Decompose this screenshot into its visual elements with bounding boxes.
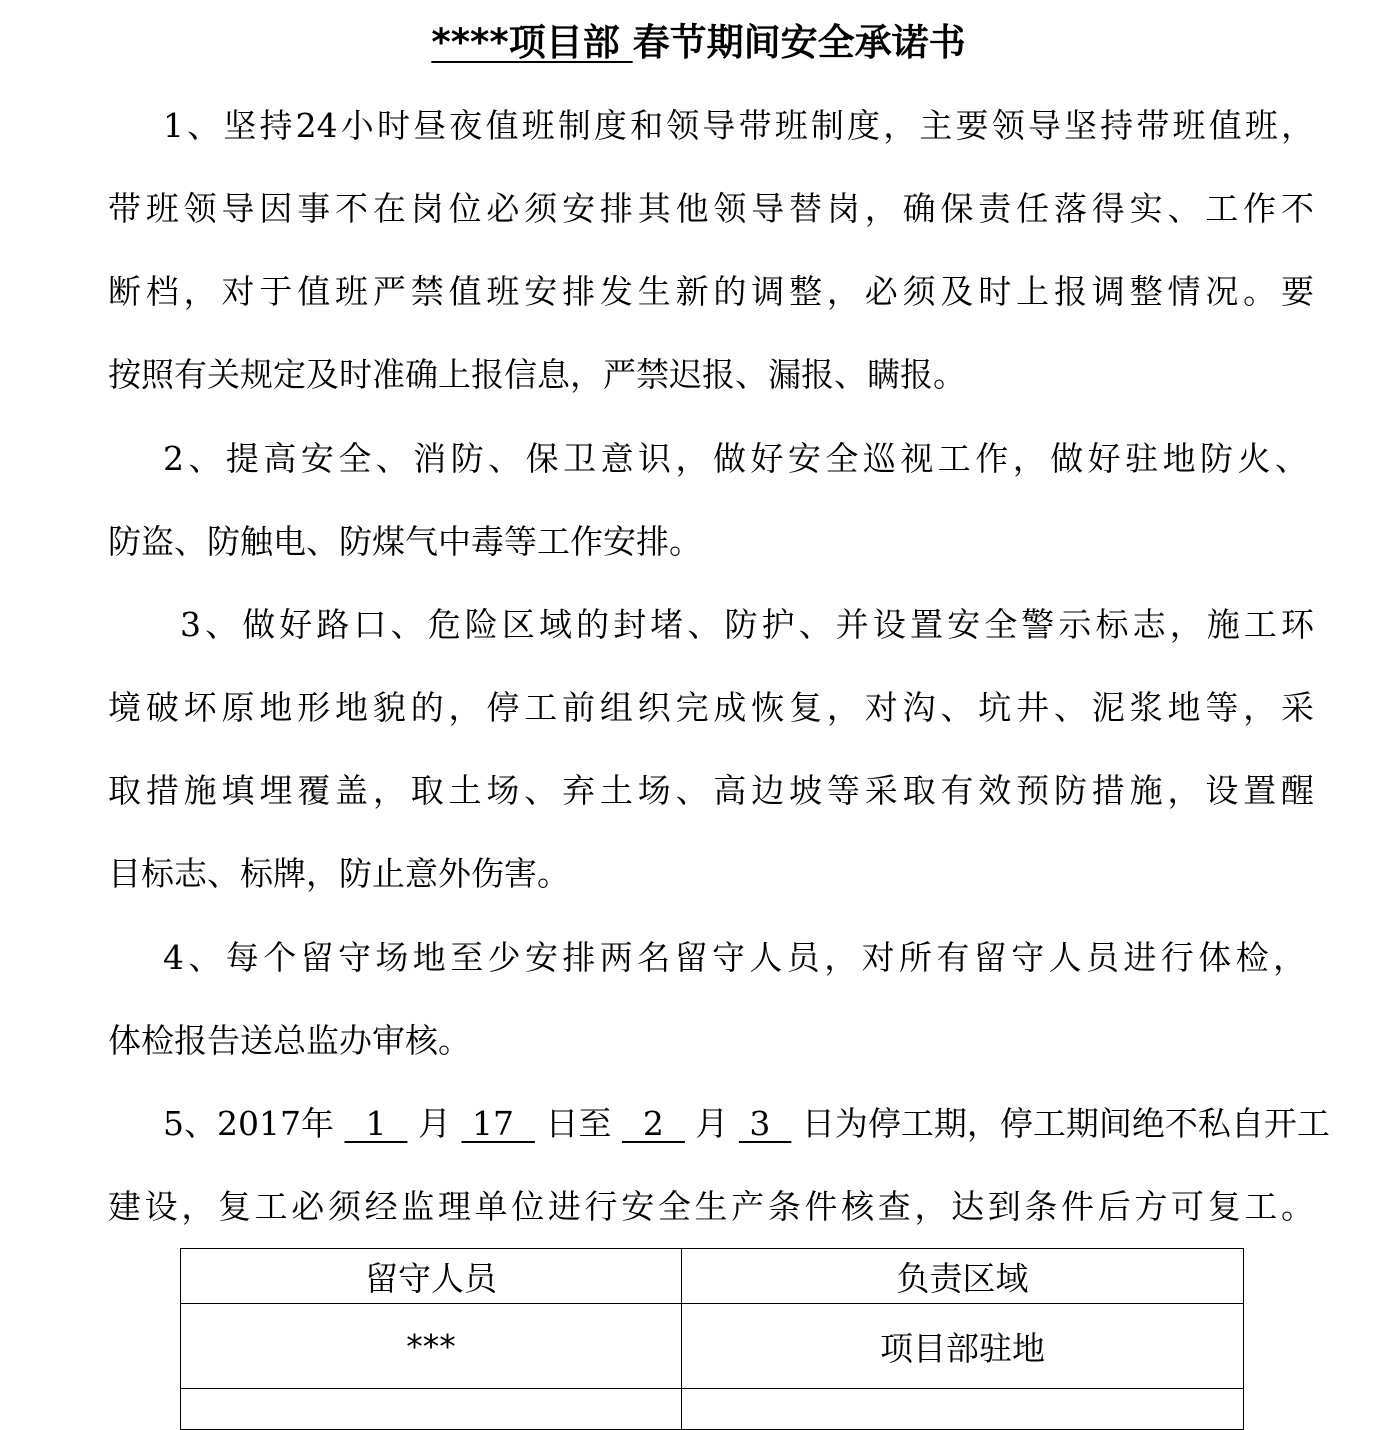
item5-line-2: 建设，复工必须经监理单位进行安全生产条件核查，达到条件后方可复工。	[108, 1187, 1314, 1226]
cell-empty	[682, 1389, 1244, 1430]
item3-line-2: 境破坏原地形地貌的，停工前组织完成恢复，对沟、坑井、泥浆地等，采	[108, 688, 1314, 727]
cell-staff: ***	[181, 1304, 682, 1389]
item5-end-month: 2	[642, 1104, 664, 1143]
item3-line-4: 目标志、标牌，防止意外伤害。	[108, 854, 570, 893]
title-main: 春节期间安全承诺书	[632, 21, 966, 64]
header-area: 负责区域	[682, 1249, 1244, 1304]
item5-day-to: 日至	[545, 1104, 612, 1143]
item1-line-3: 断档，对于值班严禁值班安排发生新的调整，必须及时上报调整情况。要	[108, 272, 1314, 311]
item1-line-4: 按照有关规定及时准确上报信息，严禁迟报、漏报、瞒报。	[108, 355, 966, 394]
item5-month-char-2: 月	[695, 1104, 729, 1143]
table-row	[181, 1304, 1244, 1389]
item1-line-2: 带班领导因事不在岗位必须安排其他领导替岗，确保责任落得实、工作不	[108, 189, 1314, 228]
item5-start-month: 1	[365, 1104, 387, 1143]
cell-area: 项目部驻地	[682, 1304, 1244, 1389]
document-title	[0, 14, 1397, 72]
item5-line-1	[163, 1096, 1330, 1152]
item5-suffix: 日为停工期，停工期间绝不私自开工	[801, 1104, 1330, 1143]
item5-month-char: 月	[417, 1104, 451, 1143]
item1-line-1: 1、坚持24小时昼夜值班制度和领导带班制度，主要领导坚持带班值班，	[163, 106, 1314, 145]
table-row-empty	[181, 1389, 1244, 1430]
item4-line-1: 4、每个留守场地至少安排两名留守人员，对所有留守人员进行体检，	[163, 938, 1306, 977]
item5-start-day: 17	[471, 1104, 514, 1143]
item4-line-2: 体检报告送总监办审核。	[108, 1021, 471, 1060]
header-staff: 留守人员	[181, 1249, 682, 1304]
item3-line-1: 3、做好路口、危险区域的封堵、防护、并设置安全警示标志，施工环	[180, 605, 1314, 644]
title-project-name: ****项目部	[431, 21, 633, 64]
item2-line-1: 2、提高安全、消防、保卫意识，做好安全巡视工作，做好驻地防火、	[163, 439, 1308, 478]
item5-end-day: 3	[749, 1104, 771, 1143]
item5-prefix: 5、2017年	[163, 1104, 334, 1143]
cell-empty	[181, 1389, 682, 1430]
item3-line-3: 取措施填埋覆盖，取土场、弃土场、高边坡等采取有效预防措施，设置醒	[108, 771, 1314, 810]
table-header-row	[181, 1249, 1244, 1304]
staff-table	[180, 1248, 1244, 1430]
item2-line-2: 防盗、防触电、防煤气中毒等工作安排。	[108, 522, 702, 561]
